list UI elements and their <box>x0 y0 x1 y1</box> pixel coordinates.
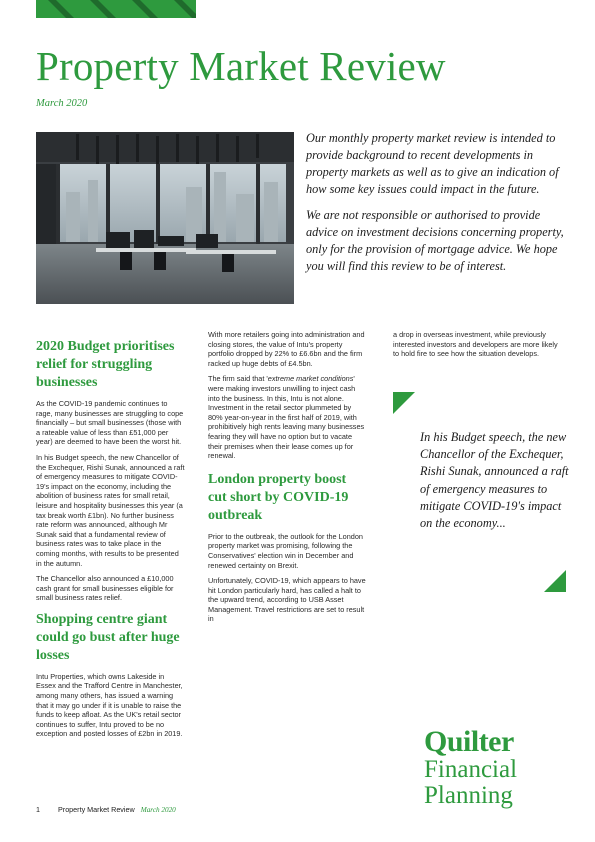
page-number: 1 <box>36 805 40 814</box>
section-heading-budget: 2020 Budget prioritises relief for struggling businesses <box>36 339 175 390</box>
body-paragraph: In his Budget speech, the new Chancellor of the Exchequer, Rishi Sunak, announced a raft of emergency measures to mitigate COVID-19's impact on the economy, including the abolition of business rates for small retail, leisure and hospitality businesses this year (a tax break worth £1bn). No further business rate reform was announced, although Mr Sunak said that a fundamental review of business rates was to take place in the coming months, with results to be presented in the autumn. <box>36 452 185 568</box>
body-paragraph: With more retailers going into administration and closing stores, the value of Intu's property portfolio dropped by 22% to £6.6bn and the firm racked up huge debts of £4.5bn. <box>208 330 365 368</box>
publication-date: March 2020 <box>36 98 88 109</box>
footer-date: March 2020 <box>140 806 176 814</box>
body-paragraph: The Chancellor also announced a £10,000 cash grant for small businesses eligible for small business rates relief. <box>36 574 174 603</box>
article-column-2 <box>208 330 366 630</box>
quote-close: ' were making investors unwilling to inject cash into the business. In this, Intu is not alone. Investment in the retail sector plummeted by 80% year-on-year in the first half of 2019, with prohibitively high rents leaving many businesses fearing they will have no option but to vacate their premises when their lease comes up for renewal. <box>208 374 365 461</box>
body-paragraph: Intu Properties, which owns Lakeside in Essex and the Trafford Centre in Manchester, among many others, has issued a warning that it may go under if it is unable to raise the funds to keep afloat. As the UK's retail sector continues to suffer, Intu proved to be no exception and posted losses of £2bn in 2019. <box>36 671 183 739</box>
body-paragraph: Unfortunately, COVID-19, which appears to have hit London particularly hard, has called a halt to the upward trend, according to USB Asset Management. Travel restrictions are set to result in <box>208 576 366 624</box>
page-footer <box>36 805 176 814</box>
intro-paragraph: We are not responsible or authorised to provide advice on investment decisions concerning property, only for the provision of mortgage advice. We hope you will find this review to be of interest. <box>306 208 564 273</box>
header-decorative-strip <box>36 0 196 18</box>
footer-title: Property Market Review <box>58 805 135 814</box>
logo-line-1: Financial <box>424 756 518 783</box>
office-photo <box>36 132 294 304</box>
intro-text <box>306 130 566 284</box>
article-column-3 <box>393 330 565 365</box>
article-column-1 <box>36 330 186 745</box>
logo-line-2: Planning <box>424 782 513 809</box>
pull-quote: In his Budget speech, the new Chancellor of the Exchequer, Rishi Sunak, announced a raft of emergency measures to mitigate COVID-19's impact on the economy... <box>420 430 569 531</box>
logo-name: Quilter <box>424 725 514 758</box>
page-title: Property Market Review <box>36 43 446 89</box>
body-paragraph: Prior to the outbreak, the outlook for the London property market was promising, following the Conservatives' election win in December and renewed certainty on Brexit. <box>208 531 363 570</box>
quilter-financial-planning-logo <box>424 727 517 809</box>
body-paragraph: a drop in overseas investment, while previously interested investors and developers are more likely to hold fire to see how the situation develops. <box>393 330 558 359</box>
pull-quote-triangle-bottom <box>544 570 566 592</box>
pull-quote-triangle-top <box>393 392 415 414</box>
body-paragraph <box>208 374 366 460</box>
section-heading-london: London property boost cut short by COVID-19 outbreak <box>208 471 349 523</box>
emphasis-text: extreme market conditions <box>267 374 354 384</box>
intro-paragraph: Our monthly property market review is intended to provide background to recent developments in property markets as well as to give an indication of how some key issues could impact in the future. <box>306 131 559 196</box>
section-heading-shopping-centre: Shopping centre giant could go bust after huge losses <box>36 611 180 663</box>
quote-open: The firm said that ' <box>208 374 268 384</box>
body-paragraph: As the COVID-19 pandemic continues to rage, many businesses are struggling to cope financially – but small businesses (those with a rateable value of less than £51,000 per year) are deemed to have been the worst hit. <box>36 399 184 447</box>
